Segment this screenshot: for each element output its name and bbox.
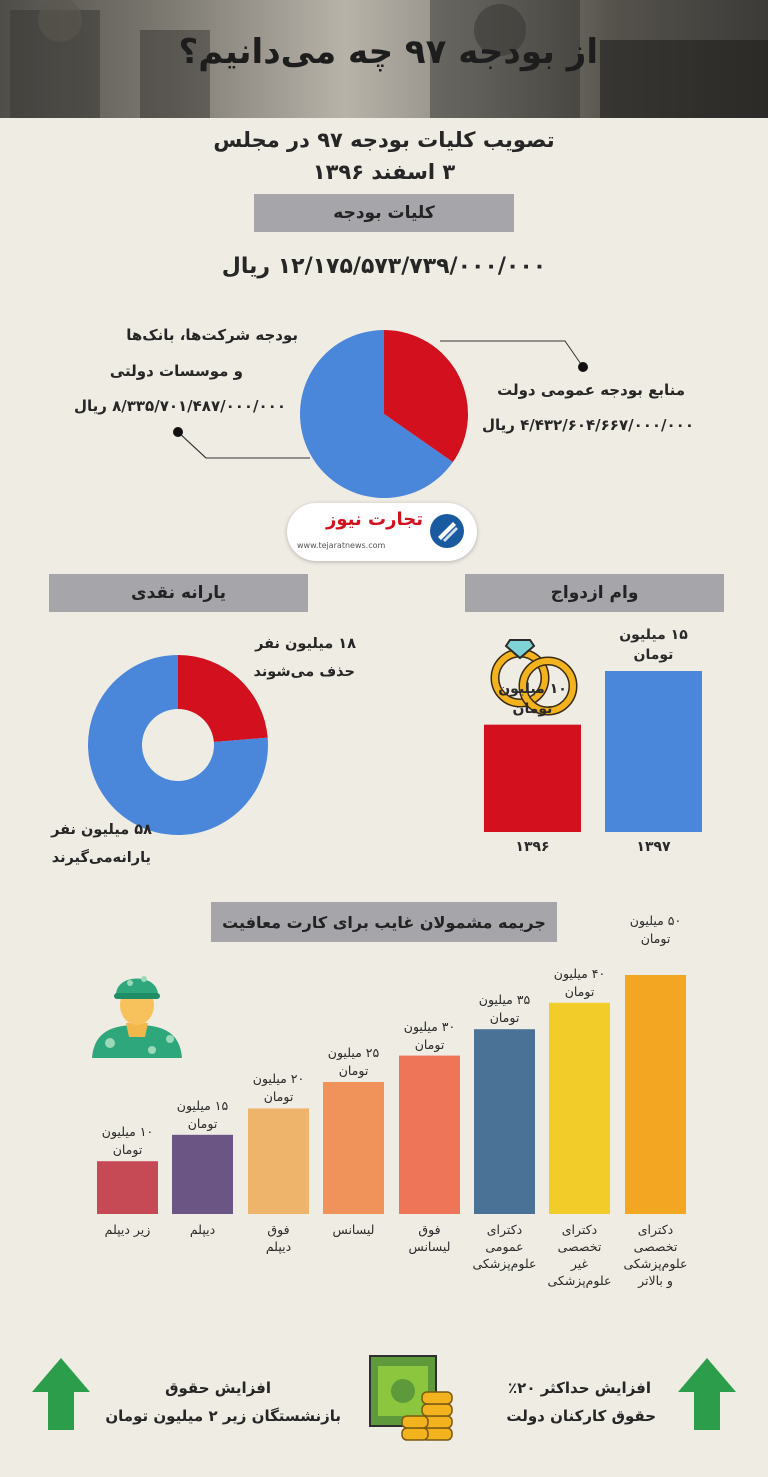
penalty-unit-8: تومان [640,931,671,946]
logo-emblem-icon [429,513,465,549]
penalty-bar-chart [90,975,700,1215]
penalty-category-7-line-1: دکترای [561,1222,598,1237]
penalty-category-8-line-2: تخصصی [633,1239,678,1254]
budget-section-bar [254,194,514,232]
marriage-value-1: ۱۰ میلیون [498,680,567,697]
general-leader-line [440,341,583,367]
penalty-unit-3: تومان [263,1089,294,1105]
penalty-category-7-line-4: علوم‌پزشکی [547,1273,612,1288]
left-up-arrow-icon [32,1358,90,1430]
marriage-value-2: ۱۵ میلیون [619,627,688,643]
penalty-unit-4: تومان [338,1063,369,1078]
penalty-category-6-line-1: دکترای [486,1222,523,1237]
penalty-bar-7 [549,1003,610,1214]
subsidy-receive-line1: ۵۸ میلیون نفر [51,822,152,838]
companies-label-2: و موسسات دولتی [109,362,243,380]
companies-leader-dot [173,427,183,437]
penalty-value-6: ۳۵ میلیون [478,992,531,1008]
penalty-value-8: ۵۰ میلیون [629,913,682,928]
penalty-unit-1: تومان [112,1142,143,1158]
marriage-bar-2 [605,671,702,832]
budget-total: ۱۲/۱۷۵/۵۷۳/۷۳۹/۰۰۰/۰۰۰ ریال [221,254,547,279]
marriage-unit-2: تومان [633,647,674,663]
penalty-bar-1 [97,1161,158,1214]
header-banner [0,0,768,118]
penalty-unit-6: تومان [489,1010,520,1026]
penalty-category-3-line-1: فوق [267,1222,290,1237]
penalty-bar-2 [172,1135,233,1214]
header-title: از بودجه ۹۷ چه می‌دانیم؟ [178,32,598,72]
penalty-category-5-line-1: فوق [418,1222,441,1237]
footer-left-line1: افزایش حقوق [165,1379,271,1397]
penalty-bar-6 [474,1029,535,1214]
footer-right-line2: حقوق کارکنان دولت [506,1407,656,1425]
logo-brand: تجارت نیوز [326,509,423,530]
general-leader-dot [578,362,588,372]
penalty-section-bar [211,902,557,942]
penalty-category-8-line-1: دکترای [637,1222,674,1237]
intro-title: تصویب کلیات بودجه ۹۷ در مجلس [213,128,555,152]
penalty-category-5-line-2: لیسانس [408,1239,451,1254]
subsidy-receive-line2: یارانه‌می‌گیرند [51,850,151,866]
penalty-category-2-line-1: دیپلم [189,1222,216,1237]
penalty-category-3-line-2: دیپلم [265,1239,292,1254]
penalty-section-label: جریمه مشمولان غایب برای کارت معافیت [222,912,546,932]
subsidy-donut-chart [80,650,280,840]
general-label: منابع بودجه عمومی دولت [497,381,685,399]
penalty-unit-5: تومان [414,1036,445,1052]
penalty-category-7-line-3: غیر [570,1256,589,1271]
penalty-value-5: ۳۰ میلیون [403,1018,456,1034]
penalty-value-4: ۲۵ میلیون [327,1045,380,1060]
companies-leader-line-2 [178,432,310,458]
subsidy-section-label: یارانه نقدی [131,583,227,603]
penalty-bar-8 [625,975,686,1214]
penalty-value-1: ۱۰ میلیون [101,1124,154,1140]
tejaratnews-logo[interactable] [287,503,477,561]
marriage-year-2: ۱۳۹۷ [636,839,671,855]
penalty-value-2: ۱۵ میلیون [176,1097,229,1113]
penalty-bar-3 [248,1108,309,1214]
penalty-unit-7: تومان [564,983,595,999]
logo-url: www.tejaratnews.com [297,541,386,550]
subsidy-removed-line2: حذف می‌شوند [253,664,355,680]
marriage-year-1: ۱۳۹۶ [515,839,550,855]
penalty-category-1-line-1: زیر دیپلم [104,1222,151,1237]
penalty-category-6-line-2: عمومی [485,1239,524,1254]
penalty-category-4-line-1: لیسانس [332,1222,375,1237]
penalty-value-3: ۲۰ میلیون [252,1071,305,1087]
general-amount: ۴/۴۳۲/۶۰۴/۶۶۷/۰۰۰/۰۰۰ ریال [481,416,694,434]
budget-section-label: کلیات بودجه [333,203,435,223]
marriage-bar-1 [484,725,581,832]
subsidy-removed-line1: ۱۸ میلیون نفر [255,636,356,652]
penalty-category-7-line-2: تخصصی [557,1239,602,1254]
companies-amount: ۸/۳۳۵/۷۰۱/۴۸۷/۰۰۰/۰۰۰ ریال [73,397,286,415]
penalty-category-8-line-3: علوم‌پزشکی [623,1256,688,1271]
companies-label-1: بودجه شرکت‌ها، بانک‌ها [126,326,298,344]
penalty-bar-4 [323,1082,384,1214]
right-up-arrow-icon [678,1358,736,1430]
money-coins-icon [368,1350,456,1444]
penalty-category-8-line-4: و بالاتر [638,1273,673,1288]
penalty-value-7: ۴۰ میلیون [553,965,606,981]
subsidy-section-bar [49,574,308,612]
marriage-section-label: وام ازدواج [550,583,639,603]
marriage-unit-1: تومان [512,700,553,717]
marriage-section-bar [465,574,724,612]
footer-right-line1: افزایش حداکثر ۲۰٪ [508,1379,651,1397]
footer-left-line2: بازنشستگان زیر ۲ میلیون تومان [105,1407,341,1425]
penalty-bar-5 [399,1056,460,1214]
penalty-unit-2: تومان [187,1115,218,1131]
intro-date: ۳ اسفند ۱۳۹۶ [312,160,456,184]
penalty-category-6-line-3: علوم‌پزشکی [472,1256,537,1271]
